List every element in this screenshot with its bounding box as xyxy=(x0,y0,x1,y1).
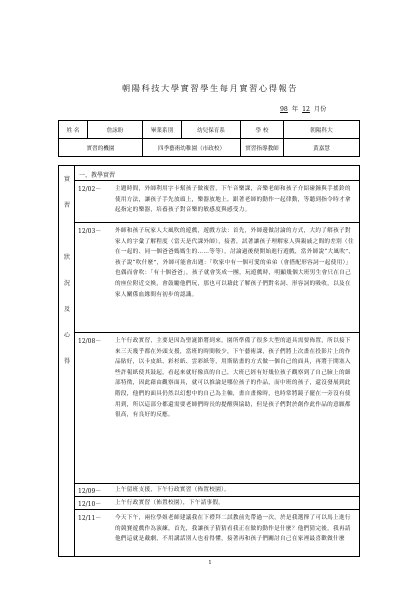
entry-date: 12/10－ xyxy=(78,501,102,508)
report-date xyxy=(280,103,380,113)
report-title: 朝陽科技大學實習學生每月實習心得報告 xyxy=(121,83,299,93)
side-label-char: 況 xyxy=(63,280,70,287)
entry-text: 主題時間，外師利用字卡幫孩子做複習，下午音樂課，音樂老師和孩子介紹碰鐘與手搖鈴的使用方法，讓孩子手先放頭上，樂器放地上，跟著老師的動作一起律動，等聽到指令時才拿起指定的樂器，培養孩子對音樂的敏感度與感受力。 xyxy=(115,186,351,214)
date-year-unit: 年 xyxy=(291,106,299,113)
side-label-char: 心 xyxy=(63,332,70,339)
institution-value: 四季藝術幼稚園（市政校） xyxy=(143,139,241,157)
date-month: 12 xyxy=(302,106,310,113)
section-heading: 一、教學實習 xyxy=(75,166,359,181)
student-info-table xyxy=(58,120,360,157)
side-label-char: 得 xyxy=(63,358,70,365)
entry xyxy=(75,181,359,223)
entry-date: 12/08－ xyxy=(78,338,102,345)
side-label-char: 及 xyxy=(63,306,70,313)
entry xyxy=(75,497,359,510)
department-label: 畢業系別 xyxy=(143,121,182,139)
report-content xyxy=(75,166,359,556)
side-label-char: 習 xyxy=(63,202,70,209)
info-row xyxy=(59,121,360,139)
student-name: 詹詠盼 xyxy=(88,121,143,139)
entry xyxy=(75,484,359,497)
school-value: 朝陽科大 xyxy=(284,121,360,139)
entry-text: 上午行政實習，主要是因為聖誕節將到來，園所準備了很多大型的道具需要佈置，所以接下來三天幾乎都在外頭支援，當班的時間較少，下午藝術課，孩子們將上次畫在投影片上的作品貼好，以卡皮紙、彩杉紙、雲彩紙等，用斯貼畫的方式做一個自己的面具，再將于開塞入些許報紙使其鼓起，看起來就好像真的自己，大班已經有好幾位孩子觀察到了自己臉上的細部特徵，因此藉由觀察面具，就可以推論是哪位孩子的作品，而中班的孩子，還沒發展到此階段，他們的面具仍然以幻想中的自己為主軸，畫自畫像時，也時常將鏡子擺在一旁沒有使用到，所以這部分都還需要老師們時長的提醒與協助，但是孩子們對於創作此作品的意願都很高，有良好的反應。 xyxy=(115,338,351,419)
advisor-value: 黃嘉慧 xyxy=(284,139,360,157)
report-body xyxy=(58,165,360,557)
page-number: 1 xyxy=(208,560,212,566)
entry-text: 今天下午，兩位學姐老師建議我在下禮拜二試教前先帶過一次，於是我選擇了可以馬上進行的競賽遊戲作為演練，首先，我讓孩子猜猜看我正在做的動作是什麼？他們猜完後，我再請他們這就是戴劇，不用講話別人也看得懂，接著再和孩子們關討自己在家裡最喜歡做什麼 xyxy=(115,515,351,543)
entry-text: 外師和孩子玩家人大風吹的遊戲，遊戲方法：首先，外師邊做討論的方式，大約了解孩子對家人的字彙了解程度（當天是代課外師），接著，試著讓孩子理解家人與親戚之間的差別（住在一起的、同一個爸爸媽媽生的……等等），討論過後便開始進行遊戲，當外師說“大風吹”，孩子說“吹什麼”，外師可能會出題：「吹家中有一個可愛的弟弟（會搭配形容詞一起使用）」也偶而會吹：「有十個爸爸」，孩子就會笑成一團，玩遊戲時，明顯幾個大班男生會只在自己的座位附近交換，會鼓勵他們玩，那也可以藉此了解孩子們對名詞、形容詞的吸收，以及在家人關係血緣間有初步的認識。 xyxy=(115,228,355,298)
side-label-column xyxy=(59,166,75,556)
advisor-label: 實習指導教師 xyxy=(241,139,284,157)
school-label: 學 校 xyxy=(241,121,284,139)
side-label-char: 實 xyxy=(63,176,70,183)
entry-date: 12/11－ xyxy=(78,515,102,522)
side-label-char: 狀 xyxy=(63,254,70,261)
entry-date: 12/02－ xyxy=(78,186,102,193)
date-month-unit: 月份 xyxy=(313,106,327,113)
entry-date: 12/09－ xyxy=(78,488,102,495)
date-year: 98 xyxy=(280,106,288,113)
entry xyxy=(75,510,359,557)
department-value: 幼兒保育系 xyxy=(182,121,241,139)
entry-text: 上午行政實習（佈置校園），下午請事假。 xyxy=(115,500,225,506)
entry-date: 12/03－ xyxy=(78,228,102,235)
institution-label: 實習的機園 xyxy=(59,139,143,157)
entry xyxy=(75,223,359,333)
name-label: 姓 名 xyxy=(59,121,88,139)
info-row xyxy=(59,139,360,157)
entry xyxy=(75,333,359,484)
entry-text: 上午留班支援，下午行政實習（佈置校園）。 xyxy=(115,487,231,493)
